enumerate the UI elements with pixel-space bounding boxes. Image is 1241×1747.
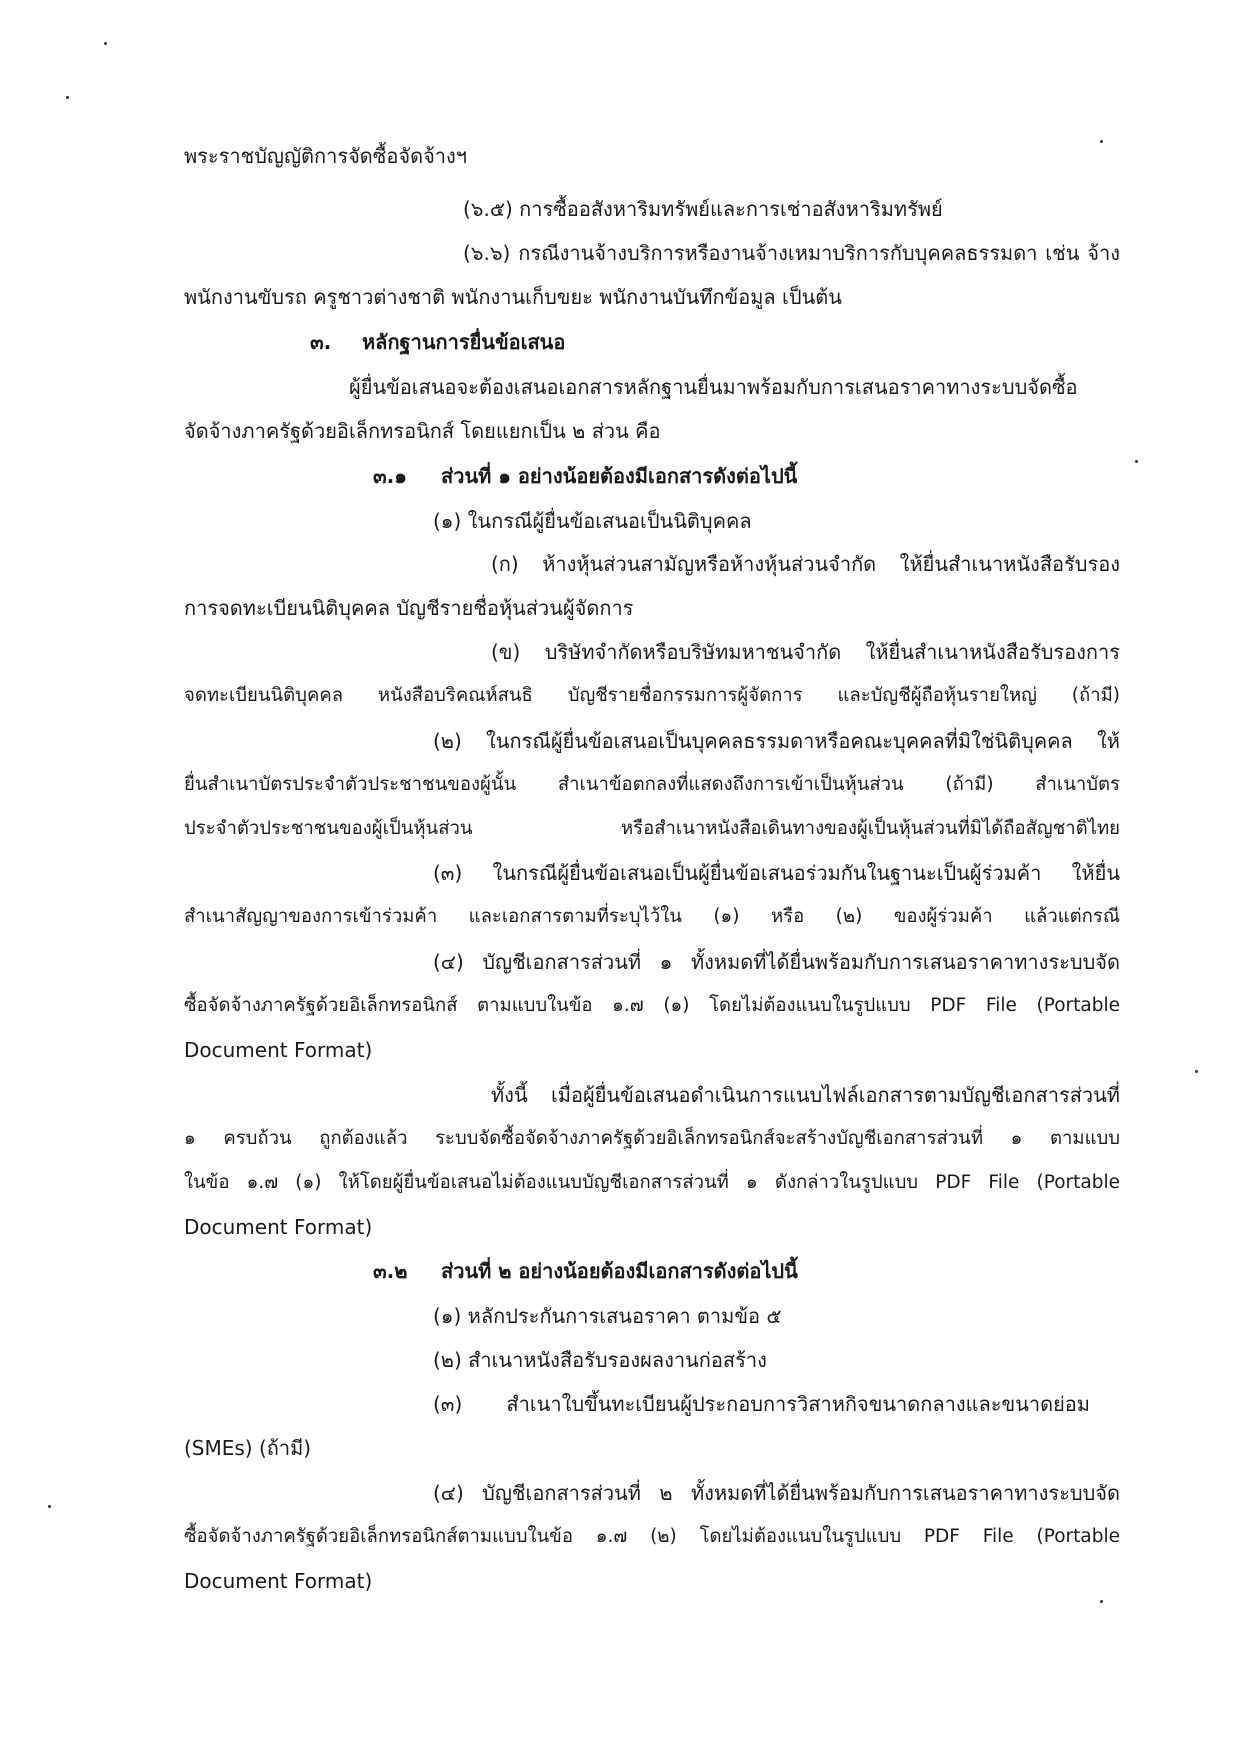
subsection-number: ๓.๒: [373, 1259, 408, 1283]
text-line: (๔) บัญชีเอกสารส่วนที่ ๑ ทั้งหมดที่ได้ยื่นพร้อมกับการเสนอราคาทางระบบจัด: [433, 950, 1120, 974]
text-line: การจดทะเบียนนิติบุคคล บัญชีรายชื่อหุ้นส่วนผู้จัดการ: [184, 596, 634, 620]
text-line: ซื้อจัดจ้างภาครัฐด้วยอิเล็กทรอนิกส์ตามแบบในข้อ ๑.๗ (๒) โดยไม่ต้องแนบในรูปแบบ PDF File (Portable: [184, 1526, 1120, 1547]
subsection-heading: ส่วนที่ ๒ อย่างน้อยต้องมีเอกสารดังต่อไปนี้: [441, 1259, 798, 1283]
text-line: ทั้งนี้ เมื่อผู้ยื่นข้อเสนอดำเนินการแนบไฟล์เอกสารตามบัญชีเอกสารส่วนที่: [491, 1083, 1120, 1107]
text-line: ผู้ยื่นข้อเสนอจะต้องเสนอเอกสารหลักฐานยื่นมาพร้อมกับการเสนอราคาทางระบบจัดซื้อ: [349, 375, 1078, 399]
list-item: (๒) สำเนาหนังสือรับรองผลงานก่อสร้าง: [433, 1348, 767, 1372]
text-line: ประจำตัวประชาชนของผู้เป็นหุ้นส่วน หรือสำเนาหนังสือเดินทางของผู้เป็นหุ้นส่วนที่มิได้ถือสัญชาติไทย: [184, 818, 1120, 839]
text-line: (๑) ในกรณีผู้ยื่นข้อเสนอเป็นนิติบุคคล: [433, 509, 752, 533]
text-line: จดทะเบียนนิติบุคคล หนังสือบริคณห์สนธิ บัญชีรายชื่อกรรมการผู้จัดการ และบัญชีผู้ถือหุ้นรายใหญ่ (ถ้ามี): [184, 685, 1120, 706]
text-line: (๓) ในกรณีผู้ยื่นข้อเสนอเป็นผู้ยื่นข้อเสนอร่วมกันในฐานะเป็นผู้ร่วมค้า ให้ยื่น: [433, 861, 1120, 885]
text-line: สำเนาสัญญาของการเข้าร่วมค้า และเอกสารตามที่ระบุไว้ใน (๑) หรือ (๒) ของผู้ร่วมค้า แล้วแต่กรณี: [184, 906, 1120, 927]
scan-speck: [1100, 140, 1103, 143]
scan-speck: [48, 1505, 51, 1508]
text-line: (๖.๕) การซื้ออสังหาริมทรัพย์และการเช่าอสังหาริมทรัพย์: [463, 197, 943, 221]
text-line: ในข้อ ๑.๗ (๑) ให้โดยผู้ยื่นข้อเสนอไม่ต้องแนบบัญชีเอกสารส่วนที่ ๑ ดังกล่าวในรูปแบบ PDF File (Portable: [184, 1172, 1120, 1193]
list-item: (๑) หลักประกันการเสนอราคา ตามข้อ ๕: [433, 1304, 782, 1328]
list-item: (๓) สำเนาใบขึ้นทะเบียนผู้ประกอบการวิสาหกิจขนาดกลางและขนาดย่อม: [433, 1392, 1090, 1416]
section-heading: หลักฐานการยื่นข้อเสนอ: [362, 330, 566, 354]
text-line: (SMEs) (ถ้ามี): [184, 1436, 312, 1460]
text-line: Document Format): [184, 1569, 373, 1593]
scan-speck: [1100, 1600, 1103, 1603]
text-line: พระราชบัญญัติการจัดซื้อจัดจ้างฯ: [184, 144, 468, 168]
text-line: Document Format): [184, 1215, 373, 1239]
text-line: (ก) ห้างหุ้นส่วนสามัญหรือห้างหุ้นส่วนจำกัด ให้ยื่นสำเนาหนังสือรับรอง: [491, 552, 1120, 576]
text-line: (๖.๖) กรณีงานจ้างบริการหรืองานจ้างเหมาบริการกับบุคคลธรรมดา เช่น จ้าง: [463, 241, 1120, 265]
scan-speck: [1135, 460, 1138, 463]
subsection-number: ๓.๑: [373, 464, 407, 488]
text-line: ซื้อจัดจ้างภาครัฐด้วยอิเล็กทรอนิกส์ ตามแบบในข้อ ๑.๗ (๑) โดยไม่ต้องแนบในรูปแบบ PDF File (Portable: [184, 995, 1120, 1016]
text-line: จัดจ้างภาครัฐด้วยอิเล็กทรอนิกส์ โดยแยกเป็น ๒ ส่วน คือ: [184, 419, 661, 443]
scan-speck: [104, 42, 107, 45]
text-line: พนักงานขับรถ ครูชาวต่างชาติ พนักงานเก็บขยะ พนักงานบันทึกข้อมูล เป็นต้น: [184, 285, 842, 309]
text-line: (๒) ในกรณีผู้ยื่นข้อเสนอเป็นบุคคลธรรมดาหรือคณะบุคคลที่มิใช่นิติบุคคล ให้: [433, 729, 1120, 753]
scan-speck: [66, 96, 69, 99]
scan-speck: [1195, 1070, 1198, 1073]
section-number: ๓.: [310, 330, 332, 354]
text-line: (ข) บริษัทจำกัดหรือบริษัทมหาชนจำกัด ให้ยื่นสำเนาหนังสือรับรองการ: [491, 640, 1120, 664]
text-line: ยื่นสำเนาบัตรประจำตัวประชาชนของผู้นั้น สำเนาข้อตกลงที่แสดงถึงการเข้าเป็นหุ้นส่วน (ถ้ามี) สำเนาบัตร: [184, 774, 1120, 795]
text-line: ๑ ครบถ้วน ถูกต้องแล้ว ระบบจัดซื้อจัดจ้างภาครัฐด้วยอิเล็กทรอนิกส์จะสร้างบัญชีเอกสารส่วนที่ ๑ ตามแบบ: [184, 1128, 1120, 1149]
text-line: Document Format): [184, 1038, 373, 1062]
list-item: (๔) บัญชีเอกสารส่วนที่ ๒ ทั้งหมดที่ได้ยื่นพร้อมกับการเสนอราคาทางระบบจัด: [433, 1481, 1120, 1505]
subsection-heading: ส่วนที่ ๑ อย่างน้อยต้องมีเอกสารดังต่อไปนี้: [441, 464, 798, 488]
